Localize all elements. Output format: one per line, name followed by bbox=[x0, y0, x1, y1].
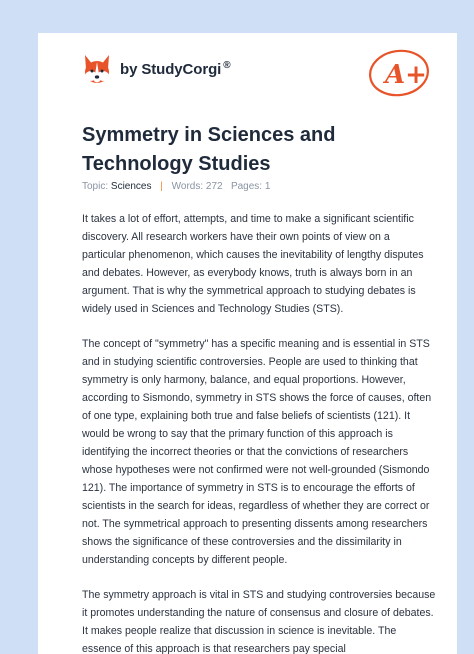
paragraph: It takes a lot of effort, attempts, and time to make a significant scientific discovery. All research workers have their own points of view on a particular phenomenon, which causes the inevitability of lengthy disputes and debates. However, as everybody knows, truth is always born in an argument. That is why the symmetrical approach to studying debates is widely used in Sciences and Technology Studies (STS). bbox=[82, 213, 424, 316]
corgi-face-icon bbox=[82, 53, 112, 85]
topic-label: Topic: bbox=[82, 181, 109, 192]
grade-text: A+ bbox=[385, 60, 427, 90]
document-page bbox=[38, 33, 457, 654]
page-count: Pages: 1 bbox=[230, 181, 271, 192]
grade-a-plus-icon bbox=[366, 45, 432, 99]
document-title: Symmetry in Sciences and Technology Studies bbox=[82, 124, 336, 175]
topic-link[interactable]: Sciences bbox=[110, 181, 152, 192]
document-meta bbox=[82, 181, 270, 192]
document-body bbox=[82, 210, 436, 654]
brand-name bbox=[120, 60, 230, 78]
brand-text: by StudyCorgi bbox=[120, 61, 222, 78]
brand-logo[interactable] bbox=[82, 53, 230, 85]
trademark-symbol: ® bbox=[223, 60, 231, 71]
word-count: Words: 272 bbox=[171, 181, 223, 192]
paragraph: The symmetry approach is vital in STS and studying controversies because it promotes understanding the nature of consensus and closure of debates. It makes people realize that discussion in science is inevitable. The essence of this approach is that researchers pay special bbox=[82, 588, 436, 654]
paragraph: The concept of "symmetry" has a specific meaning and is essential in STS and in studying scientific controversies. People are used to thinking that symmetry is only harmony, balance, and equal proportions. However, according to Sismondo, symmetry in STS shows the force of causes, often of one type, explaining both true and false beliefs of scientists (121). It would be wrong to say that the primary function of this approach is identifying the incorrect theories or that the convictions of researchers whose hypotheses were not confirmed were not well-grounded (Sismondo 121). The importance of symmetry in STS is to encourage the efforts of scientists in the search for ideas, regardless of whether they are correct or not. The symmetrical approach to presenting dissents among researchers shows the significance of these controversies and the dissimilarity in understanding concepts by different people. bbox=[82, 337, 432, 567]
meta-separator: | bbox=[160, 181, 163, 192]
